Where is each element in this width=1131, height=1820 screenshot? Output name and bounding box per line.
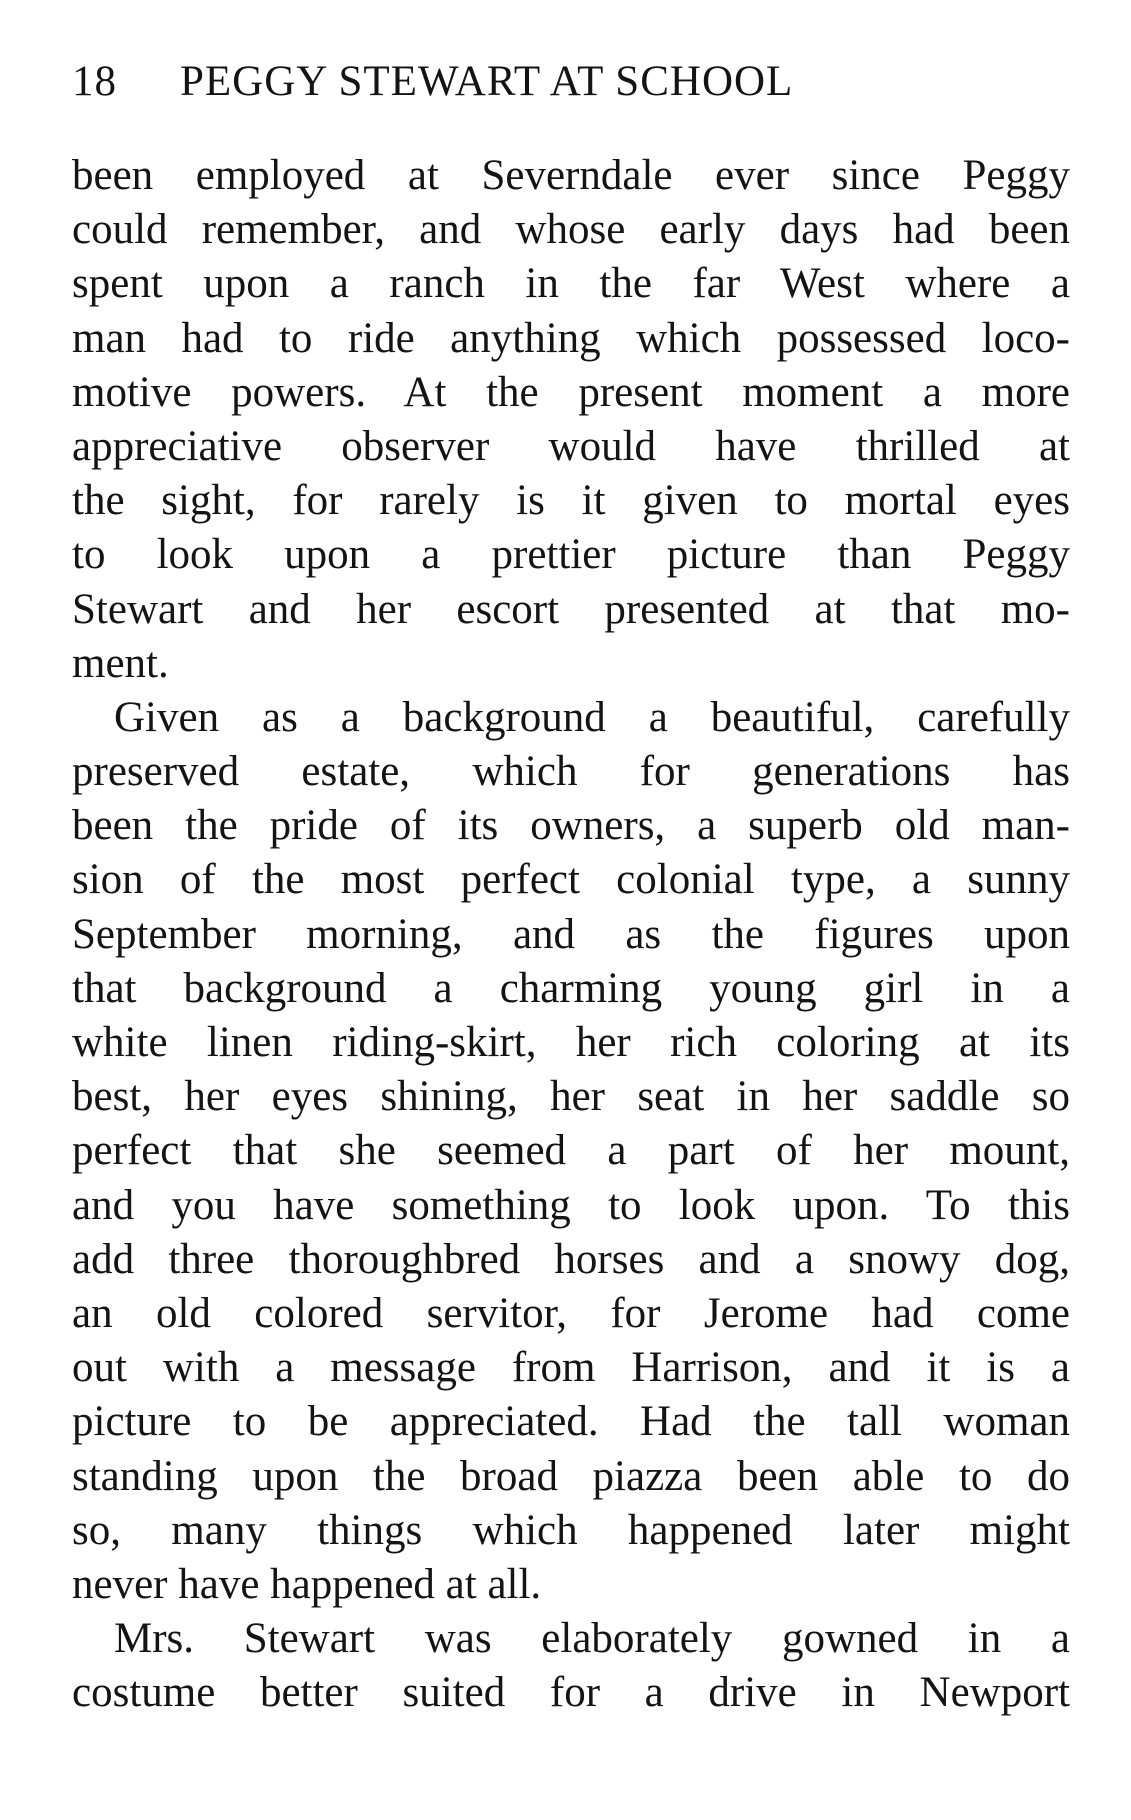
text-line: so, many things which happened later might [72, 1506, 1070, 1554]
text-line: been the pride of its owners, a superb old man- [72, 802, 1070, 850]
paragraph-first-line: Given as a background a beautiful, carefully [114, 693, 1070, 741]
text-line: to look upon a prettier picture than Peggy [72, 531, 1070, 579]
text-line: add three thoroughbred horses and a snowy dog, [72, 1235, 1070, 1283]
text-line: Stewart and her escort presented at that mo- [72, 585, 1070, 633]
page-number: 18 [72, 58, 117, 105]
text-line: costume better suited for a drive in Newport [72, 1669, 1070, 1717]
paragraph-first-line: Mrs. Stewart was elaborately gowned in a [114, 1615, 1070, 1663]
text-line: could remember, and whose early days had been [72, 206, 1070, 254]
text-line: perfect that she seemed a part of her mount, [72, 1127, 1070, 1175]
text-line: been employed at Severndale ever since Peggy [72, 152, 1070, 199]
text-line: preserved estate, which for generations has [72, 748, 1070, 796]
body-text [72, 149, 1070, 1720]
text-line: sion of the most perfect colonial type, a sunny [72, 856, 1070, 904]
text-line: white linen riding-skirt, her rich coloring at its [72, 1019, 1070, 1066]
text-line: man had to ride anything which possessed loco- [72, 314, 1070, 362]
text-line: and you have something to look upon. To this [72, 1181, 1070, 1229]
text-line: out with a message from Harrison, and it is a [72, 1344, 1070, 1392]
text-line: the sight, for rarely is it given to mortal eyes [72, 477, 1070, 525]
running-title: PEGGY STEWART AT SCHOOL [180, 58, 794, 105]
text-line: standing upon the broad piazza been able to do [72, 1452, 1070, 1500]
text-line: best, her eyes shining, her seat in her saddle so [72, 1073, 1070, 1121]
text-line: picture to be appreciated. Had the tall woman [72, 1398, 1070, 1446]
text-line: never have happened at all. [72, 1560, 542, 1608]
text-line: appreciative observer would have thrilled at [72, 422, 1070, 470]
running-head [72, 54, 1062, 110]
text-line: motive powers. At the present moment a more [72, 368, 1070, 416]
text-line: an old colored servitor, for Jerome had come [72, 1289, 1070, 1337]
text-line: ment. [72, 639, 169, 687]
text-line: September morning, and as the figures upon [72, 910, 1070, 958]
text-line: spent upon a ranch in the far West where a [72, 260, 1070, 308]
text-line: that background a charming young girl in a [72, 964, 1070, 1012]
